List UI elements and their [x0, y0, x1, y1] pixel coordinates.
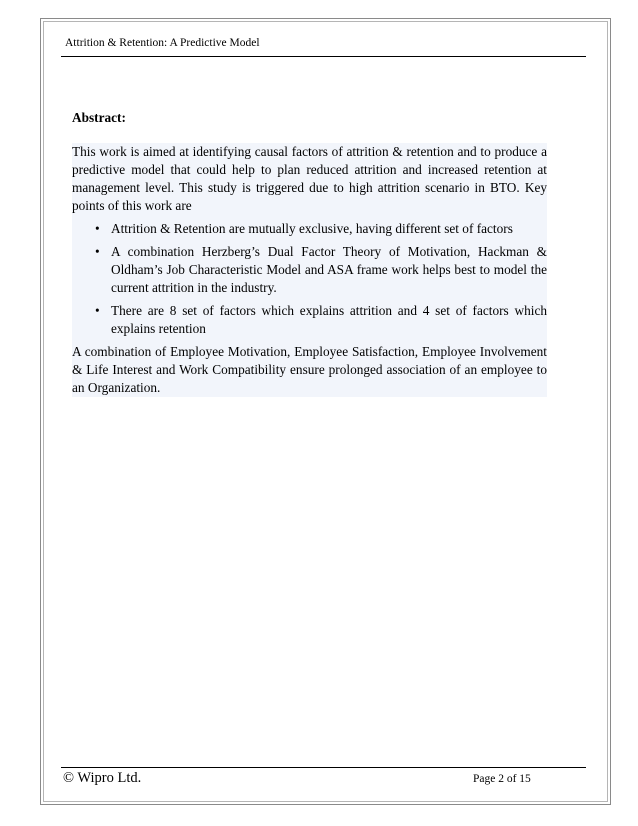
abstract-heading: Abstract: [72, 110, 126, 125]
footer-copyright: © Wipro Ltd. [63, 770, 142, 786]
list-item-text: There are 8 set of factors which explains attrition and 4 set of factors which explains retention [111, 303, 547, 336]
page-number: Page 2 of 15 [473, 773, 531, 785]
key-points-list [72, 215, 547, 338]
bullet-icon: • [95, 244, 100, 259]
list-item-text: A combination Herzberg’s Dual Factor Theory of Motivation, Hackman & Oldham’s Job Characteristic Model and ASA frame work helps best to model the current attrition in the industry. [111, 244, 547, 295]
running-header: Attrition & Retention: A Predictive Model [65, 37, 260, 49]
list-item-text: Attrition & Retention are mutually exclusive, having different set of factors [111, 221, 513, 236]
footer-rule [61, 767, 586, 768]
abstract-conclusion: A combination of Employee Motivation, Employee Satisfaction, Employee Involvement & Life Interest and Work Compatibility ensure prolonged association of an employee to an Organization. [72, 344, 547, 395]
abstract-intro: This work is aimed at identifying causal factors of attrition & retention and to produce a predictive model that could help to plan reduced attrition and increased retention at management level. This study is triggered due to high attrition scenario in BTO. Key points of this work are [72, 144, 547, 213]
bullet-icon: • [95, 303, 100, 318]
bullet-icon: • [95, 221, 100, 236]
header-rule [61, 56, 586, 57]
abstract-body [72, 143, 547, 397]
abstract-section [72, 109, 547, 397]
list-item [72, 238, 547, 297]
list-item [72, 215, 547, 238]
list-item [72, 297, 547, 338]
